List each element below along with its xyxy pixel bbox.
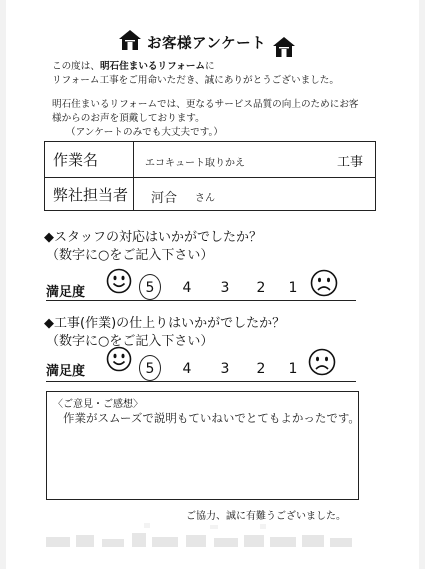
question-2: ◆工事(作業)の仕上りはいかがでしたか？	[44, 316, 286, 331]
rating-option-4[interactable]: 4	[182, 280, 192, 296]
thanks-note: ご協力、誠に有難うございました。	[186, 511, 346, 522]
rating-option-5[interactable]: 5	[145, 280, 155, 296]
staff-name-value[interactable]: 河合	[151, 191, 178, 206]
rating-scale-1	[46, 268, 356, 302]
rating-option-3[interactable]: 3	[220, 280, 230, 296]
smiley-face-icon	[106, 268, 132, 294]
comments-title: 〈ご意見・ご感想〉	[53, 399, 143, 410]
intro-line-2: リフォーム工事をご用命いただき、誠にありがとうございました。	[52, 75, 339, 86]
table-divider	[133, 142, 134, 210]
rating-scale-2	[46, 346, 356, 380]
purpose-line-2: 様からのお声を頂戴しております。	[52, 113, 205, 124]
rating-option-1[interactable]: 1	[288, 280, 298, 296]
house-icon	[118, 29, 142, 51]
comments-text: 作業がスムーズで説明もていねいでとてもよかったです。	[63, 411, 360, 425]
satisfaction-label: 満足度	[46, 285, 86, 300]
scan-edge-left	[0, 0, 6, 569]
staff-row	[45, 177, 375, 212]
page-title: お客様アンケート	[147, 36, 267, 52]
satisfaction-label: 満足度	[46, 364, 86, 379]
smiley-face-icon	[106, 346, 132, 372]
question-1-instruction: （数字に○をご記入下さい）	[46, 248, 214, 263]
purpose-line-1: 明石住まいるリフォームでは、更なるサービス品質の向上のためにお客	[52, 99, 359, 110]
rating-option-1[interactable]: 1	[288, 361, 298, 377]
rating-option-4[interactable]: 4	[182, 361, 192, 377]
company-name: 明石住まいるリフォーム	[99, 61, 206, 72]
staff-label: 弊社担当者	[53, 186, 129, 204]
work-label: 作業名	[53, 151, 99, 169]
faded-stamp-strip	[44, 523, 356, 553]
staff-suffix: さん	[195, 193, 215, 204]
house-icon	[272, 36, 296, 58]
rating-option-2[interactable]: 2	[256, 280, 266, 296]
rating-option-3[interactable]: 3	[220, 361, 230, 377]
question-1: ◆スタッフの対応はいかがでしたか？	[44, 230, 262, 245]
intro-line-1: この度は、明石住まいるリフォームに	[52, 61, 215, 72]
rating-option-2[interactable]: 2	[256, 361, 266, 377]
scale-underline	[46, 381, 356, 382]
work-suffix: 工事	[337, 155, 364, 170]
purpose-line-3: （アンケートのみでも大丈夫です。）	[66, 127, 223, 138]
scan-edge-right	[419, 0, 425, 569]
work-name-value[interactable]: エコキュート取りかえ	[145, 158, 245, 169]
scale-underline	[46, 300, 356, 301]
rating-option-5[interactable]: 5	[145, 361, 155, 377]
work-row	[45, 142, 375, 178]
comments-box[interactable]	[46, 391, 359, 500]
sad-face-icon	[310, 269, 338, 297]
sad-face-icon	[308, 348, 336, 376]
info-table	[44, 141, 376, 211]
question-2-instruction: （数字に○をご記入下さい）	[46, 334, 214, 349]
